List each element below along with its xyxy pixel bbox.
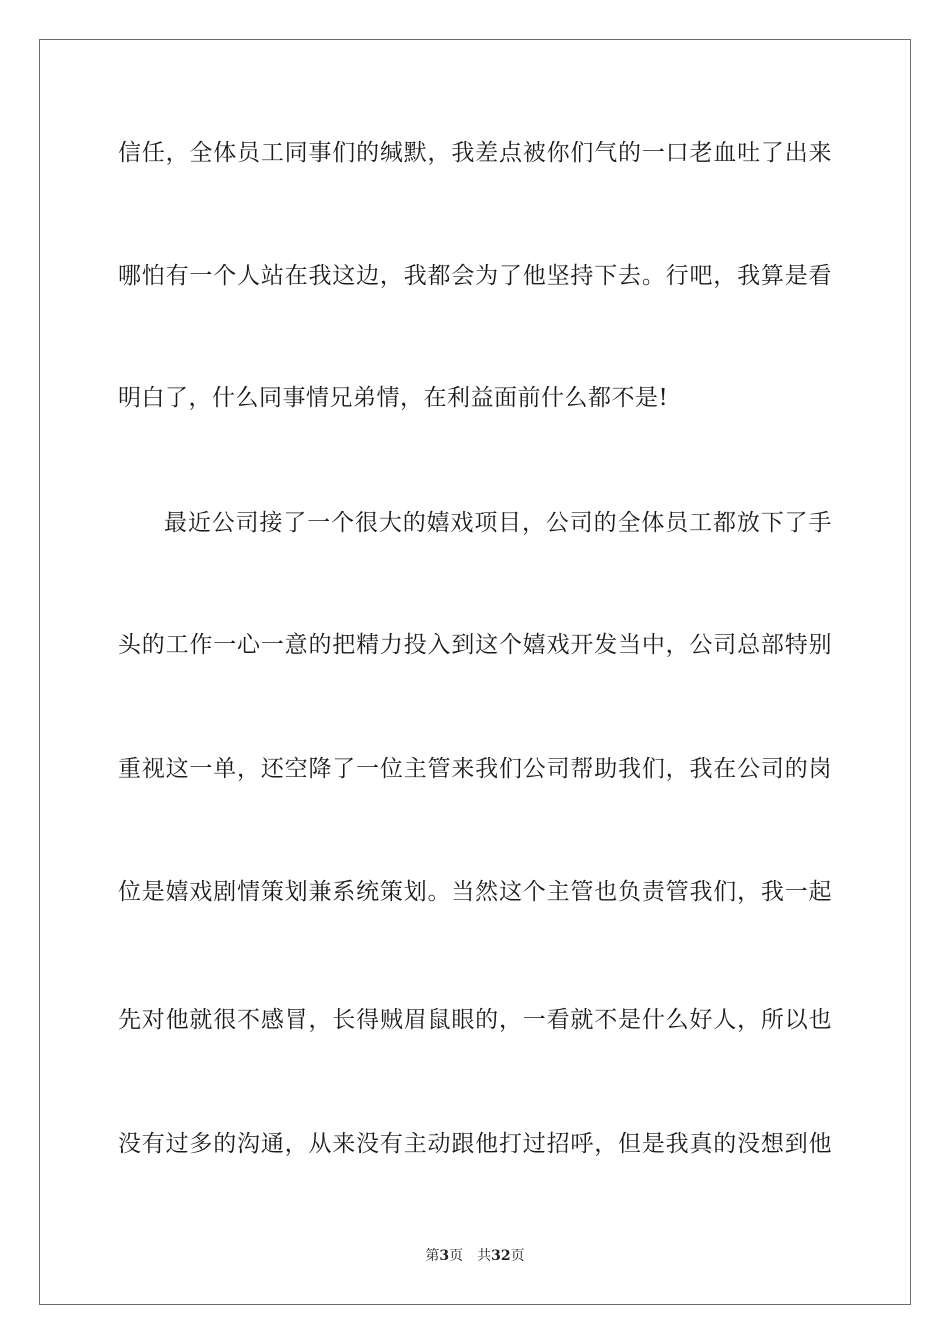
body-text-line-7: 位是嬉戏剧情策划兼系统策划。当然这个主管也负责管我们，我一起	[118, 879, 832, 905]
body-text-line-1: 信任，全体员工同事们的缄默，我差点被你们气的一口老血吐了出来	[118, 140, 832, 166]
total-suffix: 页	[510, 1248, 525, 1264]
body-text-line-3: 明白了，什么同事情兄弟情，在利益面前什么都不是!	[118, 385, 669, 411]
total-page-number: 32	[491, 1248, 511, 1264]
body-text-line-6: 重视这一单，还空降了一位主管来我们公司帮助我们，我在公司的岗	[118, 756, 832, 782]
total-prefix: 共	[477, 1248, 492, 1264]
page-footer	[0, 1247, 950, 1265]
body-text-line-4: 最近公司接了一个很大的嬉戏项目，公司的全体员工都放下了手	[164, 510, 832, 536]
page-prefix: 第	[425, 1248, 440, 1264]
current-page-number: 3	[439, 1248, 450, 1264]
body-text-line-8: 先对他就很不感冒，长得贼眉鼠眼的，一看就不是什么好人，所以也	[118, 1007, 832, 1033]
body-text-line-5: 头的工作一心一意的把精力投入到这个嬉戏开发当中，公司总部特别	[118, 632, 832, 658]
body-text-line-2: 哪怕有一个人站在我这边，我都会为了他坚持下去。行吧，我算是看	[118, 263, 832, 289]
page-suffix: 页	[449, 1248, 464, 1264]
page-border	[39, 39, 911, 1305]
body-text-line-9: 没有过多的沟通，从来没有主动跟他打过招呼，但是我真的没想到他	[118, 1131, 832, 1157]
